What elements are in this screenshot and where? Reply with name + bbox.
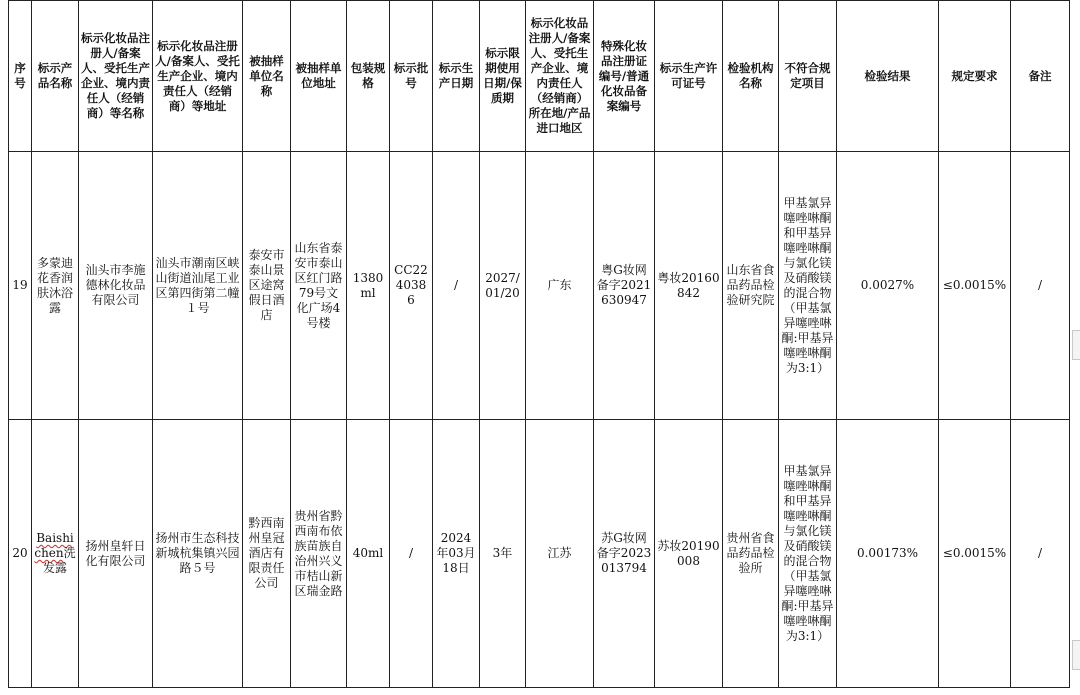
cell-failed-item: 甲基氯异噻唑啉酮和甲基异噻唑啉酮与氯化镁及硝酸镁的混合物（甲基氯异噻唑啉酮:甲基异噻唑啉酮为3:1）: [779, 152, 837, 420]
header-expiry: 标示限期使用日期/保质期: [480, 1, 526, 152]
cell-production-date: 2024年03月18日: [433, 420, 480, 688]
header-production-date: 标示生产日期: [433, 1, 480, 152]
header-filing-no: 特殊化妆品注册证编号/普通化妆品备案编号: [594, 1, 655, 152]
spellcheck-flagged-word: Baishichen: [34, 531, 74, 560]
cell-lab: 贵州省食品药品检验所: [723, 420, 779, 688]
cell-expiry: 2027/01/20: [480, 152, 526, 420]
header-product-name: 标示产品名称: [32, 1, 79, 152]
cell-requirement: ≤0.0015%: [939, 152, 1011, 420]
cell-product-name: 多蒙迪花香润肤沐浴露: [32, 152, 79, 420]
header-result: 检验结果: [837, 1, 939, 152]
cell-seq: 19: [9, 152, 32, 420]
cell-sampled-unit-address: 贵州省黔西南布依族苗族自治州兴义市桔山新区瑞金路: [291, 420, 347, 688]
header-failed-item: 不符合规定项目: [779, 1, 837, 152]
cell-result: 0.00173%: [837, 420, 939, 688]
cell-license-no: 粤妆20160842: [655, 152, 723, 420]
cell-region: 江苏: [526, 420, 594, 688]
header-license-no: 标示生产许可证号: [655, 1, 723, 152]
cell-package-spec: 1380ml: [347, 152, 390, 420]
product-name-suffix: 洗发露: [42, 546, 76, 575]
header-company-address: 标示化妆品注册人/备案人、受托生产企业、境内责任人（经销商）等地址: [153, 1, 243, 152]
cell-sampled-unit-name: 黔西南州皇冠酒店有限责任公司: [243, 420, 291, 688]
cell-expiry: 3年: [480, 420, 526, 688]
cell-remark: /: [1011, 420, 1070, 688]
header-lab: 检验机构名称: [723, 1, 779, 152]
cell-filing-no: 苏G妆网备字2023013794: [594, 420, 655, 688]
side-scroll-tab[interactable]: [1072, 330, 1080, 360]
header-sampled-unit-name: 被抽样单位名称: [243, 1, 291, 152]
header-package-spec: 包装规格: [347, 1, 390, 152]
cell-filing-no: 粤G妆网备字2021630947: [594, 152, 655, 420]
header-row: [9, 1, 1070, 152]
cell-company-name: 扬州皇轩日化有限公司: [79, 420, 153, 688]
header-remark: 备注: [1011, 1, 1070, 152]
header-company-name: 标示化妆品注册人/备案人、受托生产企业、境内责任人（经销商）等名称: [79, 1, 153, 152]
cell-remark: /: [1011, 152, 1070, 420]
header-region: 标示化妆品注册人/备案人、受托生产企业、境内责任人（经销商）所在地/产品进口地区: [526, 1, 594, 152]
table-header: [9, 1, 1070, 152]
table-row: [9, 152, 1070, 420]
header-batch-no: 标示批号: [390, 1, 433, 152]
side-scroll-tab[interactable]: [1072, 640, 1080, 670]
cell-region: 广东: [526, 152, 594, 420]
cell-sampled-unit-name: 泰安市泰山景区途窝假日酒店: [243, 152, 291, 420]
cell-batch-no: CC2240386: [390, 152, 433, 420]
cell-company-name: 汕头市李施德林化妆品有限公司: [79, 152, 153, 420]
cell-result: 0.0027%: [837, 152, 939, 420]
document-page: [8, 0, 1070, 688]
header-seq: 序号: [9, 1, 32, 152]
table-row: [9, 420, 1070, 688]
cell-product-name: [32, 420, 79, 688]
cell-license-no: 苏妆20190008: [655, 420, 723, 688]
cell-requirement: ≤0.0015%: [939, 420, 1011, 688]
cell-seq: 20: [9, 420, 32, 688]
cell-package-spec: 40ml: [347, 420, 390, 688]
cell-lab: 山东省食品药品检验研究院: [723, 152, 779, 420]
inspection-results-table: [8, 0, 1070, 688]
cell-company-address: 扬州市生态科技新城杭集镇兴园路５号: [153, 420, 243, 688]
cell-batch-no: /: [390, 420, 433, 688]
cell-company-address: 汕头市潮南区峡山街道汕尾工业区第四街第二幢１号: [153, 152, 243, 420]
cell-failed-item: 甲基氯异噻唑啉酮和甲基异噻唑啉酮与氯化镁及硝酸镁的混合物（甲基氯异噻唑啉酮:甲基异噻唑啉酮为3:1）: [779, 420, 837, 688]
cell-sampled-unit-address: 山东省泰安市泰山区红门路79号文化广场4号楼: [291, 152, 347, 420]
header-requirement: 规定要求: [939, 1, 1011, 152]
cell-production-date: /: [433, 152, 480, 420]
table-body: [9, 152, 1070, 688]
header-sampled-unit-address: 被抽样单位地址: [291, 1, 347, 152]
